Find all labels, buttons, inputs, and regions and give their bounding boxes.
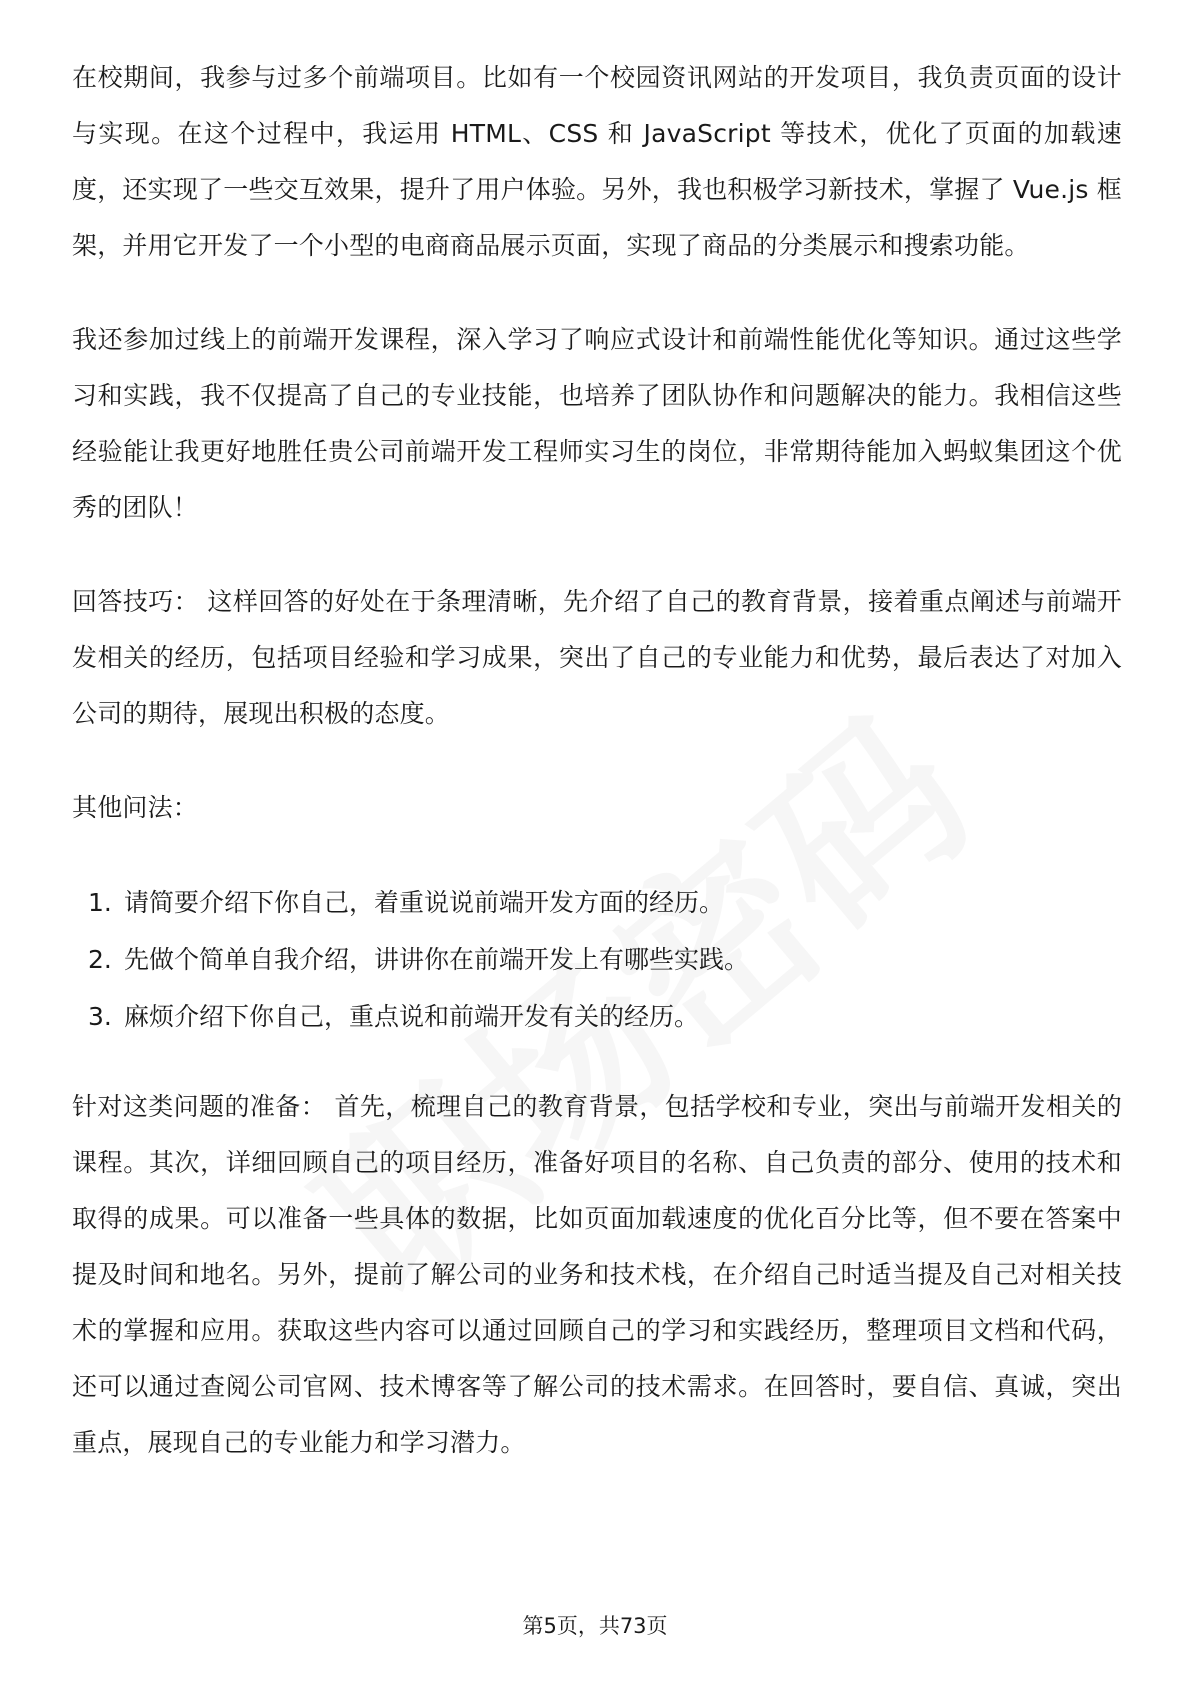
paragraph-other-questions-heading: 其他问法： [72,793,199,822]
list-item-number: 3. [88,1002,112,1031]
paragraph-course-experience: 我还参加过线上的前端开发课程，深入学习了响应式设计和前端性能优化等知识。通过这些学习和实践，我不仅提高了自己的专业技能，也培养了团队协作和问题解决的能力。我相信这些经验能让我更好地胜任贵公司前端开发工程师实习生的岗位，非常期待能加入蚂蚁集团这个优秀的团队！ [72,325,1122,522]
document-page [72,50,1122,1509]
list-item-number: 2. [88,945,112,974]
list-item-text: 麻烦介绍下你自己，重点说和前端开发有关的经历。 [124,1002,700,1031]
other-questions-list [72,874,1122,1045]
list-item-number: 1. [88,888,112,917]
page-footer: 第5页，共73页 [522,1614,668,1638]
paragraph-project-experience: 在校期间，我参与过多个前端项目。比如有一个校园资讯网站的开发项目，我负责页面的设计与实现。在这个过程中，我运用 HTML、CSS 和 JavaScript 等技术，优化了页面的加载速度，还实现了一些交互效果，提升了用户体验。另外，我也积极学习新技术，掌握了 Vue.js 框架，并用它开发了一个小型的电商商品展示页面，实现了商品的分类展示和搜索功能。 [72,63,1122,260]
paragraph-preparation: 针对这类问题的准备： 首先，梳理自己的教育背景，包括学校和专业，突出与前端开发相关的课程。其次，详细回顾自己的项目经历，准备好项目的名称、自己负责的部分、使用的技术和取得的成果。可以准备一些具体的数据，比如页面加载速度的优化百分比等，但不要在答案中提及时间和地名。另外，提前了解公司的业务和技术栈，在介绍自己时适当提及自己对相关技术的掌握和应用。获取这些内容可以通过回顾自己的学习和实践经历，整理项目文档和代码，还可以通过查阅公司官网、技术博客等了解公司的技术需求。在回答时，要自信、真诚，突出重点，展现自己的专业能力和学习潜力。 [72,1092,1122,1457]
list-item-text: 先做个简单自我介绍，讲讲你在前端开发上有哪些实践。 [124,945,750,974]
list-item [88,988,1122,1045]
list-item [88,931,1122,988]
list-item [88,874,1122,931]
list-item-text: 请简要介绍下你自己，着重说说前端开发方面的经历。 [124,888,725,917]
paragraph-answer-tips: 回答技巧： 这样回答的好处在于条理清晰，先介绍了自己的教育背景，接着重点阐述与前端开发相关的经历，包括项目经验和学习成果，突出了自己的专业能力和优势，最后表达了对加入公司的期待，展现出积极的态度。 [72,587,1122,728]
